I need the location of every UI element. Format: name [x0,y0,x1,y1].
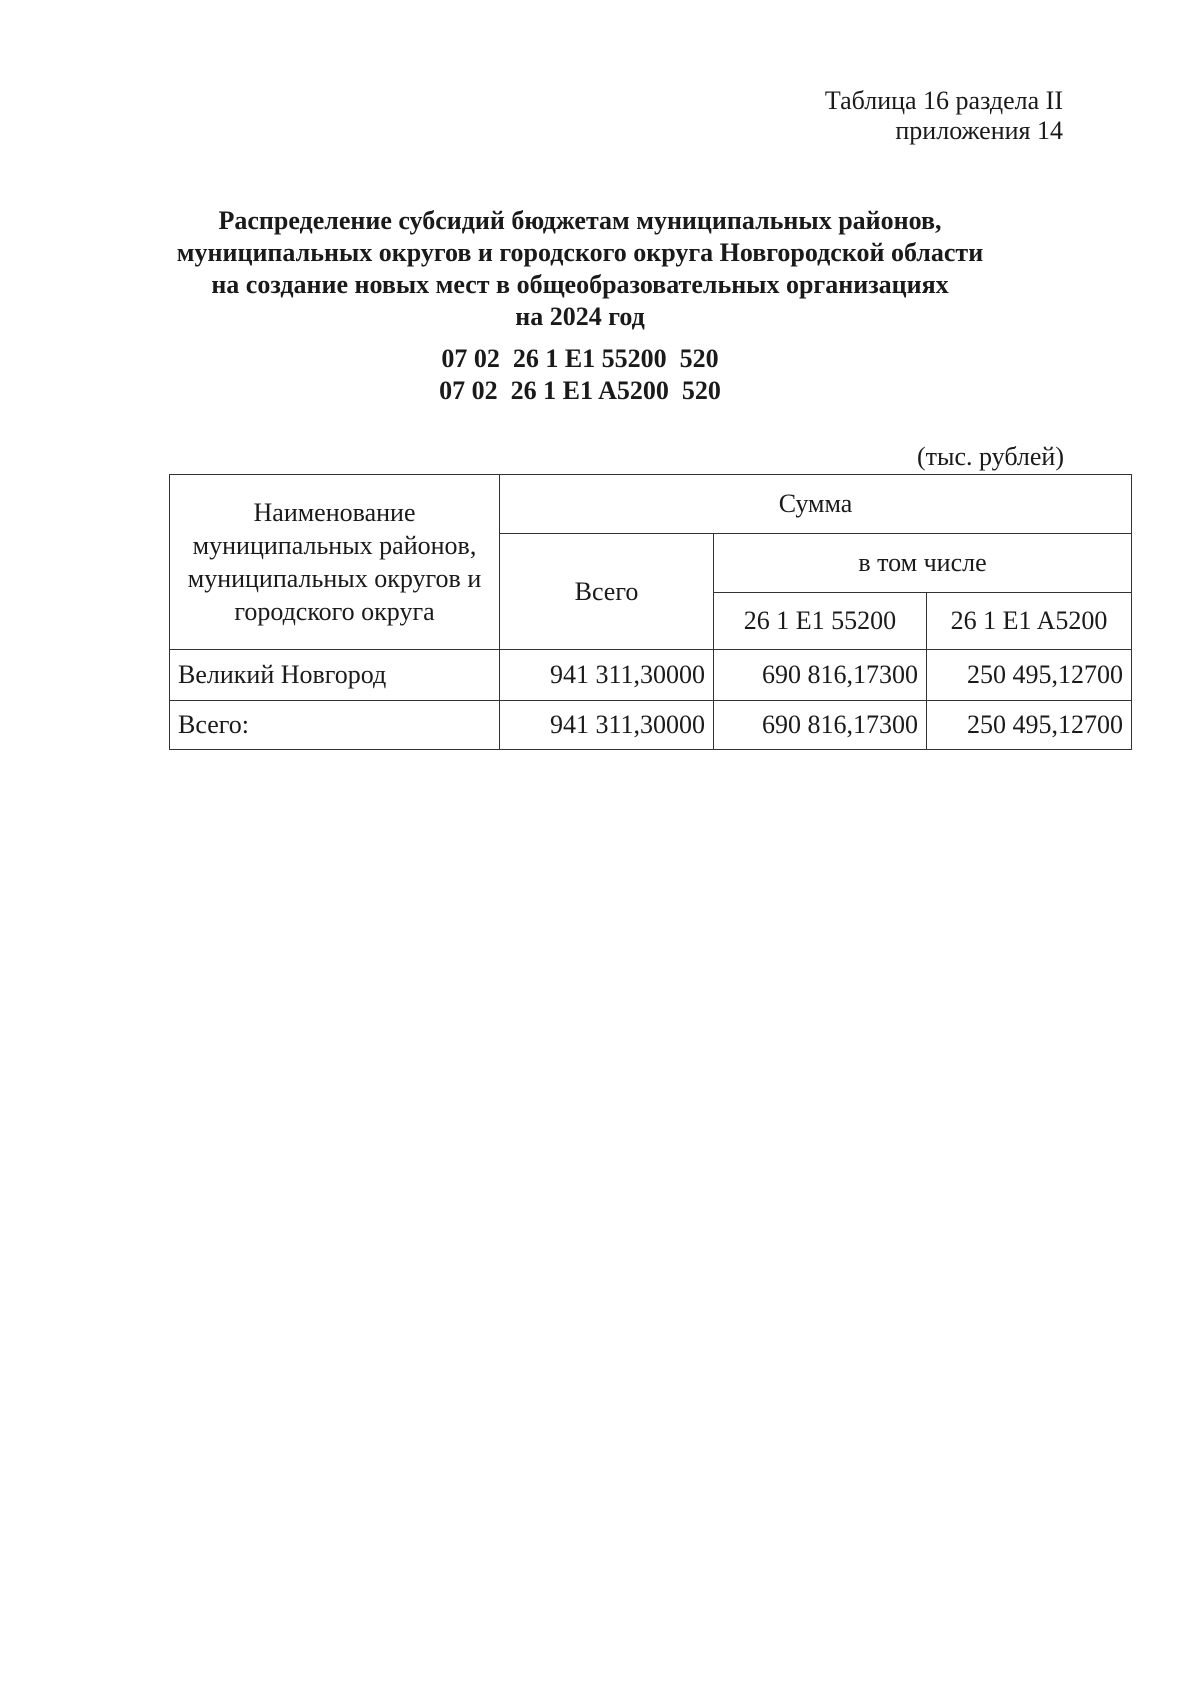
grand-total-code-b: 250 495,12700 [927,701,1132,750]
document-title [150,205,1010,333]
title-line2: муниципальных округов и городского округа Новгородской области [176,238,984,267]
header-code-b: 26 1 E1 A5200 [927,593,1132,650]
table-row [170,650,1132,701]
budget-code-line1: 07 02 26 1 E1 55200 520 [441,344,719,373]
row-code-b-amount: 250 495,12700 [927,650,1132,701]
row-total: 941 311,30000 [500,650,714,701]
grand-total-label: Всего: [170,701,500,750]
grand-total-row [170,701,1132,750]
title-line3: на создание новых мест в общеобразовательных организациях [211,270,949,299]
budget-code-line2: 07 02 26 1 E1 A5200 520 [439,376,721,405]
grand-total-code-a: 690 816,17300 [714,701,927,750]
header-including: в том числе [714,534,1132,593]
units-label: (тыс. рублей) [916,442,1064,471]
header-municipality-name: Наименование муниципальных районов, муниципальных округов и городского округа [170,475,500,650]
header-sum: Сумма [500,475,1132,534]
title-line1: Распределение субсидий бюджетам муниципальных районов, [218,206,942,235]
header-code-a: 26 1 E1 55200 [714,593,927,650]
row-municipality-name: Великий Новгород [170,650,500,701]
budget-codes [150,343,1010,407]
subsidy-table [169,474,1132,750]
table-reference [825,86,1063,146]
row-code-a-amount: 690 816,17300 [714,650,927,701]
header-total: Всего [500,534,714,650]
table-reference-line2: приложения 14 [895,116,1063,145]
header-row-1 [170,475,1132,534]
title-line4: на 2024 год [515,302,645,331]
table-reference-line1: Таблица 16 раздела II [824,86,1063,115]
grand-total-amount: 941 311,30000 [500,701,714,750]
